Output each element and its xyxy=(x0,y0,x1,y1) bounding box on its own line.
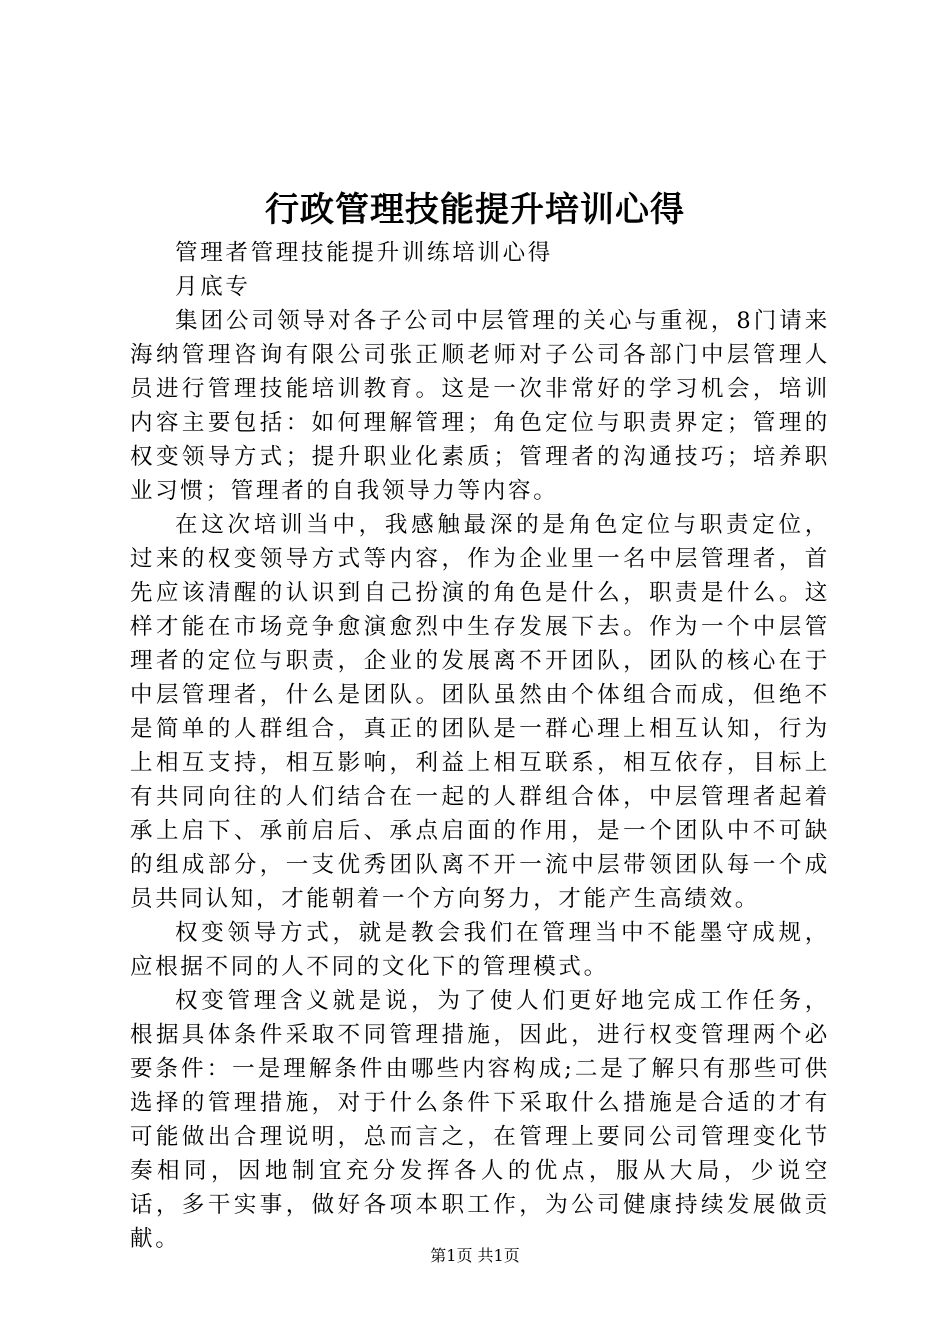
page-footer: 第1页 共1页 xyxy=(430,1246,520,1265)
document-body xyxy=(130,236,830,1256)
paragraph-1: 集团公司领导对各子公司中层管理的关心与重视，8门请来海纳管理咨询有限公司张正顺老师对子公司各部门中层管理人员进行管理技能培训教育。这是一次非常好的学习机会，培训内容主要包括：如何理解管理；角色定位与职责界定；管理的权变领导方式；提升职业化素质；管理者的沟通技巧；培养职业习惯；管理者的自我领导力等内容。 xyxy=(130,308,830,504)
document-title: 行政管理技能提升培训心得 xyxy=(265,190,685,230)
author-line: 月底专 xyxy=(175,274,251,300)
paragraph-2: 在这次培训当中，我感触最深的是角色定位与职责定位，过来的权变领导方式等内容，作为企业里一名中层管理者，首先应该清醒的认识到自己扮演的角色是什么，职责是什么。这样才能在市场竞争愈演愈烈中生存发展下去。作为一个中层管理者的定位与职责，企业的发展离不开团队，团队的核心在于中层管理者，什么是团队。团队虽然由个体组合而成，但绝不是简单的人群组合，真正的团队是一群心理上相互认知，行为上相互支持，相互影响，利益上相互联系，相互依存，目标上有共同向往的人们结合在一起的人群组合体，中层管理者起着承上启下、承前启后、承点启面的作用，是一个团队中不可缺的组成部分，一支优秀团队离不开一流中层带领团队每一个成员共同认知，才能朝着一个方向努力，才能产生高绩效。 xyxy=(130,512,830,912)
paragraph-4: 权变管理含义就是说，为了使人们更好地完成工作任务，根据具体条件采取不同管理措施，因此，进行权变管理两个必要条件：一是理解条件由哪些内容构成;二是了解只有那些可供选择的管理措施，对于什么条件下采取什么措施是合适的才有可能做出合理说明，总而言之，在管理上要同公司管理变化节奏相同，因地制宜充分发挥各人的优点，服从大局，少说空话，多干实事，做好各项本职工作，为公司健康持续发展做贡献。 xyxy=(130,988,830,1252)
subtitle-line: 管理者管理技能提升训练培训心得 xyxy=(175,240,554,266)
paragraph-3: 权变领导方式，就是教会我们在管理当中不能墨守成规，应根据不同的人不同的文化下的管理模式。 xyxy=(130,920,830,980)
